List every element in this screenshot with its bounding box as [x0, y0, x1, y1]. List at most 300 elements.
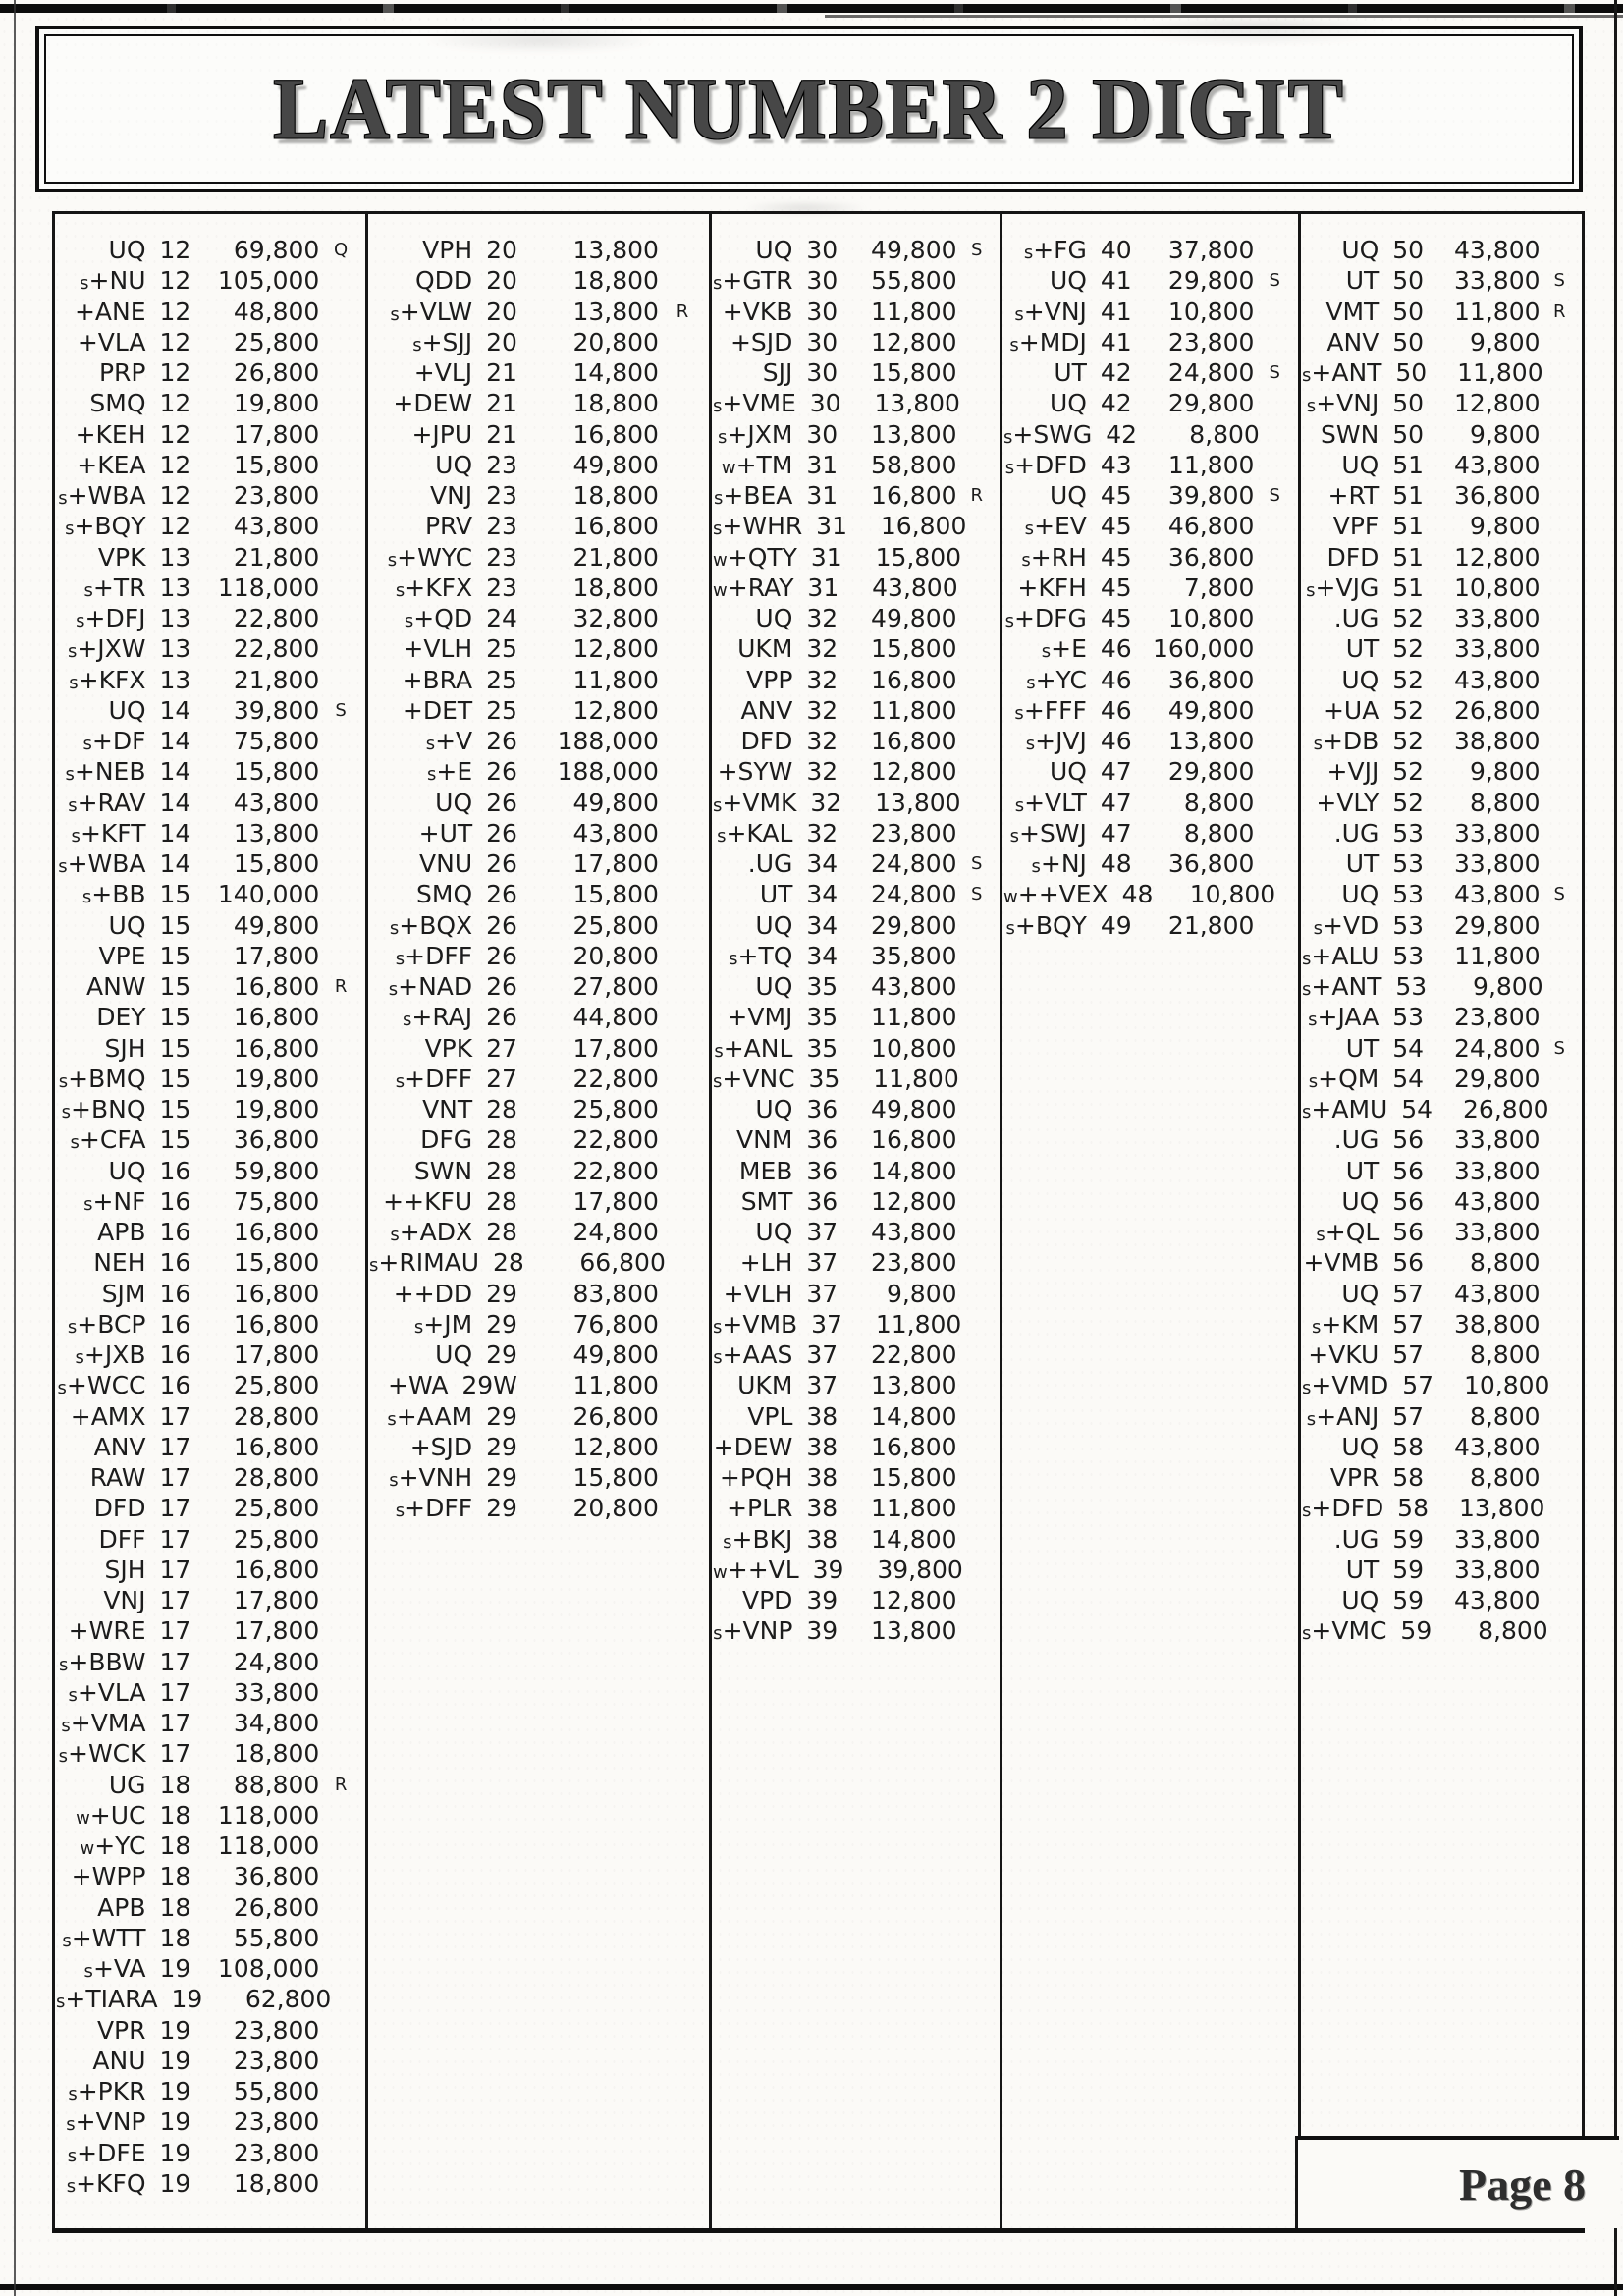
plate-code: +PLR 38: [727, 1494, 839, 1523]
price-value: 43,800: [1454, 450, 1541, 479]
code-prefix: +: [411, 1003, 433, 1032]
plate-code: s+VNJ 41: [1014, 297, 1132, 326]
code-prefix: s: [395, 1501, 406, 1522]
code-prefix: +: [735, 450, 757, 479]
code-prefix: +: [726, 818, 747, 847]
price-row: [369, 480, 706, 511]
code-prefix: s: [69, 672, 79, 693]
code-prefix: +: [722, 788, 743, 817]
price-row: [1003, 235, 1295, 265]
price-row: [1003, 542, 1295, 573]
code-prefix: s: [388, 979, 399, 1001]
price-row: [713, 1247, 997, 1278]
price-value: 8,800: [1469, 788, 1541, 817]
price-row: [1003, 511, 1295, 541]
price-row: [56, 1585, 362, 1615]
price-value: 12,800: [572, 1432, 659, 1461]
code-prefix: +: [413, 604, 435, 633]
price-row: [1302, 1217, 1579, 1247]
price-value: 11,800: [572, 665, 659, 694]
code-prefix: +: [1325, 1218, 1346, 1247]
code-prefix: +: [1051, 634, 1072, 664]
plate-code: UT 52: [1345, 634, 1425, 664]
price-value: 16,800: [871, 727, 957, 756]
price-row: [1302, 910, 1579, 941]
code-prefix: +: [423, 1309, 445, 1339]
plate-code: UQ 30: [755, 236, 839, 265]
code-prefix: +: [77, 1309, 98, 1339]
price-value: 11,800: [871, 1494, 957, 1523]
price-value: 33,800: [1454, 604, 1541, 633]
price-value: 24,800: [1454, 1033, 1541, 1063]
plate-code: s+DFG 45: [1004, 604, 1132, 633]
code-prefix: +: [71, 1862, 92, 1891]
code-prefix: s: [1009, 334, 1019, 355]
code-prefix: +: [65, 1985, 86, 2014]
plate-code: s+BKJ 38: [723, 1524, 839, 1554]
price-row: [1302, 511, 1579, 541]
price-row: [56, 1186, 362, 1217]
plate-code: DFF 17: [98, 1524, 191, 1554]
price-row: [1302, 1186, 1579, 1217]
price-value: 11,800: [871, 297, 957, 326]
scan-artifact-top-line: [0, 4, 1623, 13]
code-prefix: s: [1302, 1102, 1312, 1123]
price-value: 23,800: [1167, 327, 1255, 356]
code-prefix: s: [58, 488, 68, 510]
price-row: [1302, 941, 1579, 971]
code-prefix: s: [62, 1930, 72, 1951]
code-prefix: s: [83, 1961, 93, 1983]
price-row: [1003, 327, 1295, 357]
code-prefix: +: [94, 1831, 116, 1861]
code-prefix: s: [1025, 734, 1036, 755]
price-value: 43,800: [871, 972, 957, 1002]
price-row: [1003, 879, 1295, 909]
code-prefix: +: [393, 389, 414, 418]
price-row: [56, 388, 362, 418]
plate-code: s+YC 46: [1026, 665, 1132, 694]
code-prefix: s: [83, 579, 93, 601]
price-value: 10,800: [1167, 297, 1255, 326]
code-prefix: +: [1323, 910, 1343, 940]
plate-code: s+BMQ 15: [58, 1064, 191, 1093]
price-value: 188,000: [557, 757, 659, 787]
price-value: 49,800: [871, 1095, 957, 1124]
plate-code: s+VNP 39: [713, 1616, 839, 1646]
price-value: 12,800: [871, 1586, 957, 1615]
suffix-flag: S: [1269, 362, 1280, 384]
plate-code: s+BQX 26: [389, 910, 517, 940]
price-row: [1302, 633, 1579, 664]
price-value: 8,800: [1183, 788, 1255, 817]
price-row: [56, 1094, 362, 1124]
plate-code: s+KFX 23: [395, 573, 517, 602]
price-value: 15,800: [871, 634, 957, 664]
price-row: [369, 450, 706, 480]
plate-code: s+SWG 42: [1003, 419, 1138, 449]
price-row: [369, 818, 706, 848]
price-value: 8,800: [1478, 1616, 1548, 1646]
plate-code: +LH 37: [739, 1248, 839, 1278]
plate-code: ANV 50: [1326, 327, 1425, 356]
code-prefix: +: [91, 880, 113, 909]
price-row: [713, 971, 997, 1002]
price-row: [713, 1370, 997, 1400]
plate-code: +JPU 21: [411, 419, 517, 449]
price-value: 18,800: [572, 573, 659, 602]
price-value: 58,800: [871, 450, 957, 479]
code-prefix: +: [1311, 1494, 1332, 1523]
price-value: 25,800: [572, 1095, 659, 1124]
price-value: 76,800: [572, 1309, 659, 1339]
price-row: [1302, 971, 1579, 1002]
price-row: [1003, 756, 1295, 787]
price-row: [713, 818, 997, 848]
plate-code: s+SJJ 20: [412, 327, 517, 356]
price-row: [56, 2076, 362, 2106]
plate-code: UT 42: [1054, 358, 1132, 388]
code-prefix: +: [1308, 1340, 1329, 1370]
code-prefix: +: [398, 972, 419, 1002]
code-prefix: +: [1023, 695, 1045, 725]
plate-code: .UG 56: [1333, 1125, 1425, 1155]
plate-code: s+JXM 30: [717, 419, 839, 449]
price-value: 108,000: [217, 1954, 320, 1984]
plate-code: SJH 17: [104, 1555, 191, 1584]
price-row: [1302, 603, 1579, 633]
code-prefix: +: [402, 665, 423, 694]
price-row: [369, 1002, 706, 1032]
code-prefix: s: [76, 611, 85, 632]
price-row: [56, 1279, 362, 1309]
code-prefix: s: [412, 334, 422, 355]
code-prefix: +: [727, 1555, 748, 1584]
plate-code: UQ 45: [1049, 481, 1132, 511]
price-column-5: [1302, 235, 1579, 1647]
code-prefix: +: [413, 1279, 435, 1308]
price-row: [1302, 1370, 1579, 1400]
code-prefix: +: [405, 1494, 426, 1523]
plate-code: s+ADX 28: [390, 1218, 517, 1247]
plate-code: +DET 25: [402, 695, 517, 725]
code-prefix: +: [722, 297, 743, 326]
price-row: [369, 1493, 706, 1523]
plate-code: s+E 26: [427, 757, 517, 787]
price-row: [713, 1124, 997, 1155]
code-prefix: s: [1302, 979, 1312, 1001]
price-value: 18,800: [233, 2168, 320, 2198]
price-value: 12,800: [1454, 542, 1541, 572]
price-row: [713, 695, 997, 726]
plate-code: VPP 32: [746, 665, 839, 694]
price-value: 62,800: [244, 1985, 332, 2014]
title-box: [35, 26, 1583, 192]
price-row: [56, 1247, 362, 1278]
price-value: 21,800: [572, 542, 659, 572]
price-row: [56, 726, 362, 756]
price-value: 13,800: [1167, 727, 1255, 756]
code-prefix: +: [418, 818, 440, 847]
price-value: 24,800: [871, 880, 957, 909]
code-prefix: s: [1009, 825, 1019, 847]
plate-code: UQ 50: [1341, 236, 1425, 265]
code-prefix: s: [1004, 457, 1015, 478]
code-prefix: s: [70, 1132, 80, 1154]
code-prefix: s: [57, 1378, 67, 1399]
plate-code: s+DFE 19: [67, 2138, 191, 2167]
plate-code: s+SWJ 47: [1009, 818, 1132, 847]
price-value: 17,800: [233, 941, 320, 970]
price-row: [713, 879, 997, 909]
code-prefix: +: [1311, 1095, 1332, 1124]
plate-code: s+TR 13: [83, 573, 191, 602]
plate-code: w+TM 31: [721, 450, 839, 479]
plate-code: +VLJ 21: [413, 358, 517, 388]
plate-code: s+VMB 37: [713, 1309, 842, 1339]
plate-code: s+WTT 18: [62, 1923, 191, 1952]
code-prefix: +: [1030, 542, 1052, 572]
plate-code: .UG 52: [1333, 604, 1425, 633]
price-value: 44,800: [572, 1003, 659, 1032]
price-row: [369, 756, 706, 787]
code-prefix: +: [1023, 297, 1045, 326]
price-row: [713, 1309, 997, 1339]
price-row: [1003, 818, 1295, 848]
plate-code: w+QTY 31: [713, 542, 842, 572]
code-prefix: +: [727, 573, 748, 602]
price-value: 21,800: [233, 542, 320, 572]
price-row: [1302, 788, 1579, 818]
price-row: [369, 1309, 706, 1339]
code-prefix: s: [395, 579, 406, 601]
code-prefix: s: [83, 1193, 93, 1215]
code-prefix: w: [80, 1838, 95, 1860]
code-prefix: +: [80, 818, 101, 847]
price-value: 16,800: [233, 972, 320, 1002]
plate-code: +SJD 30: [730, 327, 839, 356]
plate-code: UQ 37: [755, 1218, 839, 1247]
plate-code: UT 50: [1345, 266, 1425, 296]
price-value: 19,800: [233, 389, 320, 418]
plate-code: UT 34: [759, 880, 839, 909]
price-row: [713, 1585, 997, 1615]
price-row: [1302, 879, 1579, 909]
code-prefix: w: [713, 549, 728, 571]
price-value: 88,800: [233, 1770, 320, 1799]
price-value: 188,000: [557, 727, 659, 756]
code-prefix: s: [714, 1040, 724, 1062]
price-table: [52, 211, 1585, 2233]
plate-code: VPH 20: [422, 236, 517, 265]
price-row: [369, 848, 706, 879]
plate-code: ANV 17: [93, 1432, 191, 1461]
plate-code: NEH 16: [93, 1248, 191, 1278]
code-prefix: +: [405, 573, 426, 602]
price-row: [56, 2138, 362, 2168]
plate-code: ANW 15: [85, 972, 191, 1002]
plate-code: s+ALU 53: [1302, 941, 1425, 970]
plate-code: ++DD 29: [393, 1279, 517, 1308]
price-value: 33,800: [1454, 849, 1541, 879]
code-prefix: +: [71, 1923, 92, 1952]
price-row: [369, 1370, 706, 1400]
price-row: [369, 297, 706, 327]
plate-code: s+DFF 27: [395, 1064, 517, 1093]
price-value: 25,800: [233, 327, 320, 356]
code-prefix: .: [1333, 604, 1342, 633]
price-row: [56, 2015, 362, 2046]
plate-code: s+VLW 20: [390, 297, 517, 326]
plate-code: s+RIMAU 28: [369, 1248, 524, 1278]
price-value: 9,800: [1469, 757, 1541, 787]
price-column-3: [713, 235, 997, 1647]
code-prefix: +: [1038, 880, 1059, 909]
price-value: 10,800: [1463, 1371, 1550, 1400]
code-prefix: +: [1321, 1309, 1342, 1339]
price-value: 10,800: [1189, 880, 1276, 909]
plate-code: UQ 42: [1049, 389, 1132, 418]
price-row: [1302, 818, 1579, 848]
price-value: 9,800: [1469, 327, 1541, 356]
price-row: [1003, 450, 1295, 480]
price-value: 13,800: [875, 788, 961, 817]
column-divider: [365, 214, 368, 2228]
price-value: 16,800: [233, 1033, 320, 1063]
plate-code: VPD 39: [741, 1586, 839, 1615]
price-row: [56, 1770, 362, 1800]
price-value: 18,800: [572, 389, 659, 418]
plate-code: s+RAJ 26: [402, 1003, 517, 1032]
price-value: 13,800: [572, 297, 659, 326]
plate-code: +VLH 37: [723, 1279, 839, 1308]
plate-code: SMQ 26: [416, 880, 517, 909]
code-prefix: +: [89, 1800, 111, 1830]
price-row: [369, 788, 706, 818]
price-row: [713, 1002, 997, 1032]
price-column-4: [1003, 235, 1295, 941]
plate-code: UQ 26: [435, 788, 517, 817]
price-row: [1003, 573, 1295, 603]
price-row: [56, 450, 362, 480]
price-value: 8,800: [1469, 1248, 1541, 1278]
plate-code: QDD 20: [414, 266, 517, 296]
price-row: [56, 357, 362, 388]
plate-code: s+BBW 17: [59, 1647, 191, 1676]
plate-code: s+RAV 14: [68, 788, 191, 817]
price-value: 12,800: [871, 757, 957, 787]
price-value: 25,800: [572, 910, 659, 940]
code-prefix: +: [730, 327, 751, 356]
plate-code: s+VNJ 50: [1306, 389, 1425, 418]
code-prefix: s: [1024, 519, 1035, 540]
price-row: [369, 235, 706, 265]
price-value: 17,800: [572, 849, 659, 879]
code-prefix: +: [71, 1095, 91, 1124]
code-prefix: +: [383, 1186, 405, 1216]
code-prefix: s: [68, 2084, 78, 2105]
price-row: [1302, 1279, 1579, 1309]
price-column-2: [369, 235, 706, 1524]
price-value: 29,800: [1454, 1064, 1541, 1093]
code-prefix: s: [1302, 1623, 1312, 1645]
price-row: [369, 695, 706, 726]
price-row: [1302, 695, 1579, 726]
code-prefix: s: [1306, 579, 1316, 601]
plate-code: RAW 17: [89, 1463, 191, 1493]
plate-code: UT 56: [1345, 1156, 1425, 1185]
code-prefix: +: [722, 389, 743, 418]
code-prefix: +: [378, 1248, 400, 1278]
code-prefix: w: [1003, 887, 1018, 908]
price-row: [369, 1217, 706, 1247]
price-value: 36,800: [233, 1125, 320, 1155]
price-row: [713, 1493, 997, 1523]
price-value: 16,800: [572, 512, 659, 541]
price-row: [1302, 665, 1579, 695]
column-divider: [1000, 214, 1002, 2228]
plate-code: +VKB 30: [722, 297, 839, 326]
plate-code: s+QM 54: [1308, 1064, 1425, 1093]
plate-code: w+UC 18: [76, 1800, 191, 1830]
price-value: 21,800: [233, 665, 320, 694]
price-row: [1302, 1339, 1579, 1370]
suffix-flag: R: [970, 485, 984, 507]
plate-code: PRV 23: [424, 512, 517, 541]
price-row: [56, 1156, 362, 1186]
price-row: [713, 1186, 997, 1217]
plate-code: +WA 29W: [388, 1371, 517, 1400]
plate-code: s+BB 15: [81, 880, 191, 909]
plate-code: VNU 26: [419, 849, 517, 879]
price-row: [1003, 603, 1295, 633]
plate-code: s+DFF 29: [395, 1494, 517, 1523]
price-value: 118,000: [217, 573, 320, 602]
price-value: 24,800: [572, 1218, 659, 1247]
plate-code: s+AAS 37: [713, 1340, 839, 1370]
price-row: [1302, 1309, 1579, 1339]
plate-code: .UG 34: [747, 849, 839, 879]
code-prefix: +: [1311, 358, 1332, 388]
price-value: 17,800: [233, 1340, 320, 1370]
price-row: [713, 419, 997, 450]
price-value: 23,800: [233, 481, 320, 511]
price-value: 8,800: [1189, 419, 1260, 449]
price-value: 49,800: [871, 236, 957, 265]
plate-code: UQ 51: [1341, 450, 1425, 479]
code-prefix: s: [66, 2114, 76, 2136]
price-value: 118,000: [217, 1831, 320, 1861]
price-value: 33,800: [1454, 1218, 1541, 1247]
plate-code: +BRA 25: [402, 665, 517, 694]
plate-code: SMQ 12: [89, 389, 191, 418]
price-value: 35,800: [871, 941, 957, 970]
price-value: 11,800: [875, 1309, 962, 1339]
code-prefix: +: [1035, 727, 1056, 756]
code-prefix: +: [405, 1064, 426, 1093]
code-prefix: s: [1014, 303, 1024, 325]
code-prefix: s: [387, 549, 398, 571]
code-prefix: s: [1302, 1501, 1312, 1522]
code-prefix: +: [68, 1616, 89, 1646]
price-value: 17,800: [233, 419, 320, 449]
price-row: [56, 971, 362, 1002]
price-value: 33,800: [1454, 818, 1541, 847]
plate-code: s+KFT 14: [71, 818, 191, 847]
price-row: [56, 1708, 362, 1738]
plate-code: s+VMD 57: [1302, 1371, 1434, 1400]
price-row: [713, 603, 997, 633]
